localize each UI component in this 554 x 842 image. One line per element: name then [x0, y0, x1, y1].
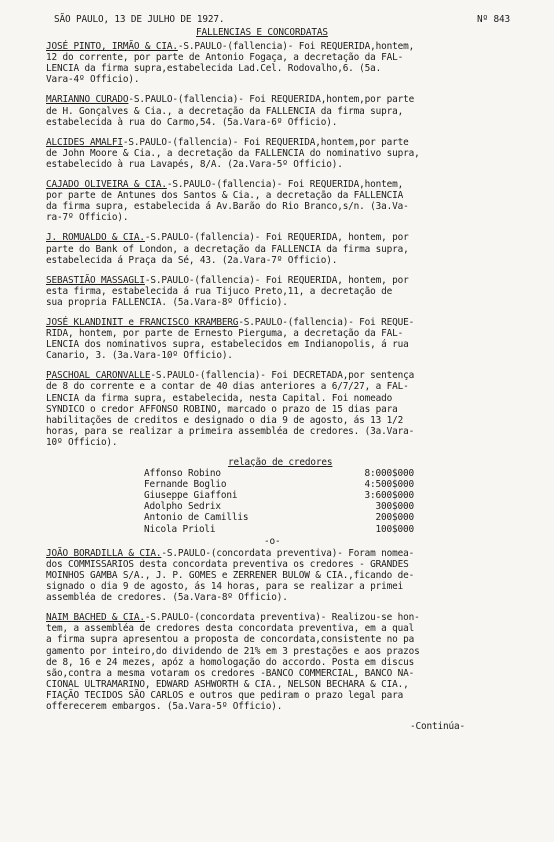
entry-line: [46, 232, 534, 243]
continua-note: -Continúa-: [410, 721, 465, 733]
entry-text: parte do Bank of London, a decretação da FALLENCIA da firma supra,: [46, 243, 409, 255]
entry-name: ALCIDES AMALFI: [46, 136, 123, 148]
entry-line: [46, 41, 534, 52]
entry-text: são,contra a mesma votaram os credores -BANCO COMMERCIAL, BANCO NA-: [46, 667, 415, 679]
entry-text: offerecerem embargos. (5a.Vara-5º Officio).: [46, 700, 283, 712]
entry-text: horas, para se realizar a primeira assembléa de credores. (3a.Vara-: [46, 425, 415, 437]
entry-line: [46, 94, 534, 105]
entry-line: [46, 646, 534, 657]
entry-line: [46, 212, 534, 223]
entry: [46, 94, 534, 127]
entry-line: [46, 690, 534, 701]
entry-text: de H. Gonçalves & Cia., a decretação da FALLENCIA da firma supra,: [46, 105, 404, 117]
entry: [46, 612, 534, 712]
credor-row: [144, 490, 414, 501]
entry-line: [46, 559, 534, 570]
entry-line: [46, 415, 534, 426]
entry-text: por parte de Antunes dos Santos & Cia., a decretação da FALLENCIA: [46, 190, 404, 202]
entry-text: -S.PAULO-(fallencia)- Foi REQUERIDA,hontem,: [177, 41, 415, 53]
entry-text: FIAÇÃO TECIDOS SÃO CARLOS e outros que pediram o prazo legal para: [46, 689, 404, 701]
entries-list-continued: [46, 548, 534, 712]
entry: [46, 137, 534, 170]
entry-line: [46, 190, 534, 201]
entry-text: CIONAL ULTRAMARINO, EDWARD ASHWORTH & CIA., NELSON BECHARA & CIA.,: [46, 678, 409, 690]
entry-line: [46, 592, 534, 603]
entry: [46, 232, 534, 265]
entry-text: de 8 do corrente e a contar de 40 dias anteriores a 6/7/27, a FAL-: [46, 381, 409, 393]
credor-amount: 4:500$000: [364, 479, 414, 491]
document-number: Nº 843: [477, 14, 510, 25]
entry-line: [46, 668, 534, 679]
entry-line: [46, 137, 534, 148]
entry-line: [46, 581, 534, 592]
entry-name: NAIM BACHED & CIA.: [46, 612, 145, 624]
entry-line: [46, 612, 534, 623]
entry-name: MARIANNO CURADO: [46, 94, 129, 106]
entry-line: [46, 317, 534, 328]
entry-text: esta firma, estabelecida á rua Tijuco Preto,11, a decretação de: [46, 285, 393, 297]
entry-line: [46, 350, 534, 361]
entry-line: [46, 328, 534, 339]
entry-text: a firma supra apresentou a proposta de concordata,consistente no pa: [46, 634, 415, 646]
entry-text: dos COMMISSARIOS desta concordata preventiva os credores - GRANDES: [46, 558, 409, 570]
entry-line: [46, 201, 534, 212]
entry-text: 12 do corrente, por parte de Antonio Fogaça, a decretação da FAL-: [46, 52, 404, 64]
entry-line: [46, 179, 534, 190]
entry-text: de John Moore & Cia., a decretação da FALLENCIA do nominativo supra,: [46, 147, 420, 159]
entry-line: [46, 393, 534, 404]
entry-text: Canario, 3. (3a.Vara-10º Officio).: [46, 350, 233, 362]
entry: [46, 370, 534, 448]
credor-amount: 100$000: [375, 523, 414, 535]
entry: [46, 317, 534, 361]
credor-name: Adolpho Sedrix: [144, 501, 221, 513]
entry: [46, 41, 534, 85]
credor-amount: 3:600$000: [364, 490, 414, 502]
entry-text: LENCIA dos nominativos supra, estabelecidos em Indianopolis, á rua: [46, 339, 409, 351]
entry-text: MOINHOS GAMBA S/A., J. P. GOMES e ZERRENER BULOW & CIA.,ficando de-: [46, 569, 415, 581]
section-title: FALLENCIAS E CONCORDATAS: [196, 27, 328, 38]
entry-line: [46, 63, 534, 74]
entry-line: [46, 657, 534, 668]
entry-text: signado o dia 9 de agosto, ás 14 horas, para se realizar a primei: [46, 581, 404, 593]
entry-line: [46, 117, 534, 128]
entry-line: [46, 339, 534, 350]
entry-text: assembléa de credores. (5a.Vara-8º Officio).: [46, 592, 288, 604]
entry-text: -S.PAULO-(fallencia)- Foi DECRETADA,por sentença: [150, 370, 415, 382]
entry-text: tem, a assembléa de credores desta concordata preventiva, em a qual: [46, 623, 415, 635]
entry-text: -S.PAULO-(concordata preventiva)- Foram nomea-: [161, 547, 415, 559]
entry: [46, 548, 534, 603]
credores-table-title: relação de credores: [228, 457, 333, 468]
entry-line: [46, 297, 534, 308]
entry-line: [46, 404, 534, 415]
entry-text: 10º Officio).: [46, 436, 118, 448]
entry-text: -S.PAULO-(concordata preventiva)- Realizou-se hon-: [144, 612, 420, 624]
entry-line: [46, 381, 534, 392]
entry-line: [46, 275, 534, 286]
entry-text: estabelecida à rua do Carmo,54. (5a.Vara-6º Officio).: [46, 116, 338, 128]
entry-text: estabelecida á Praça da Sé, 43. (2a.Vara-7º Officio).: [46, 254, 338, 266]
entry-line: [46, 74, 534, 85]
entry: [46, 179, 534, 223]
credor-amount: 300$000: [375, 501, 414, 513]
entry-text: RIDA, hontem, por parte de Ernesto Pierguma, a decretação da FAL-: [46, 328, 404, 340]
credor-row: [144, 479, 414, 490]
entry-line: [46, 570, 534, 581]
separator: -o-: [264, 535, 281, 547]
entry-line: [46, 255, 534, 266]
entry-name: J. ROMUALDO & CIA.: [46, 232, 145, 244]
entry-text: de 8, 16 e 24 mezes, apóz a homologação do accordo. Posta em discus: [46, 656, 415, 668]
entry-line: [46, 244, 534, 255]
entries-list: [46, 41, 534, 448]
credor-row: [144, 501, 414, 512]
credor-row: [144, 468, 414, 479]
credor-name: Giuseppe Giaffoni: [144, 490, 238, 502]
credor-name: Nicola Prioli: [144, 523, 216, 535]
entry-line: [46, 634, 534, 645]
entry-text: -S.PAULO-(fallencia)- Foi REQUERIDA, hontem, por: [144, 274, 409, 286]
entry-line: [46, 623, 534, 634]
entry-line: [46, 679, 534, 690]
entry-text: Vara-4º Officio).: [46, 74, 140, 86]
credor-amount: 8:000$000: [364, 468, 414, 480]
entry-line: [46, 159, 534, 170]
entry-line: [46, 148, 534, 159]
credor-amount: 200$000: [375, 512, 414, 524]
entry-name: JOSÉ PINTO, IRMÃO & CIA.: [46, 41, 178, 53]
credor-name: Fernande Boglio: [144, 479, 227, 491]
entry-text: da firma supra, estabelecida á Av.Barão do Rio Branco,s/n. (3a.Va-: [46, 201, 409, 213]
credor-row: [144, 512, 414, 523]
entry-line: [46, 286, 534, 297]
document-header: [46, 14, 534, 26]
entry-text: LENCIA da firma supra,estabelecida Lad.Cel. Rodovalho,6. (5a.: [46, 63, 382, 75]
entry-name: CAJADO OLIVEIRA & CIA.: [46, 179, 167, 191]
entry-name: JOSÉ KLANDINIT e FRANCISCO KRAMBERG: [46, 316, 239, 328]
dateline: SÃO PAULO, 13 DE JULHO DE 1927.: [54, 14, 225, 25]
entry-name: SEBASTIÃO MASSAGLI: [46, 274, 145, 286]
entry-text: habilitações de creditos e designado o dia 9 de agosto, ás 13 1/2: [46, 414, 404, 426]
entry-line: [46, 370, 534, 381]
entry-text: -S.PAULO-(fallencia)- Foi REQUERIDA,hontem,por parte: [128, 94, 415, 106]
entry: [46, 275, 534, 308]
entry-line: [46, 701, 534, 712]
entry-text: ra-7º Officio).: [46, 212, 129, 224]
entry-line: [46, 437, 534, 448]
credor-row: [144, 524, 414, 535]
entry-text: -S.PAULO-(fallencia)- Foi REQUERIDA,hontem,: [166, 179, 404, 191]
credor-name: Affonso Robino: [144, 468, 221, 480]
entry-name: PASCHOAL CARONVALLE: [46, 370, 151, 382]
entry-text: SYNDICO o credor AFFONSO ROBINO, marcado o prazo de 15 dias para: [46, 403, 398, 415]
entry-text: gamento por inteiro,do dividendo de 21% em 3 prestações e aos prazos: [46, 645, 420, 657]
entry-text: sua propria FALLENCIA. (5a.Vara-8º Officio).: [46, 296, 288, 308]
entry-line: [46, 106, 534, 117]
entry-line: [46, 426, 534, 437]
entry-name: JOÃO BORADILLA & CIA.: [46, 547, 162, 559]
entry-line: [46, 52, 534, 63]
entry-text: estabelecido à rua Lavapés, 8/A. (2a.Vara-5º Officio).: [46, 158, 343, 170]
entry-text: -S.PAULO-(fallencia)- Foi REQUE-: [238, 316, 415, 328]
entry-text: LENCIA da firma supra, estabelecida, nesta Capital. Foi nomeado: [46, 392, 393, 404]
credores-table: [144, 468, 414, 535]
entry-line: [46, 548, 534, 559]
entry-text: -S.PAULO-(fallencia)- Foi REQUERIDA, hontem, por: [144, 232, 409, 244]
credor-name: Antonio de Camillis: [144, 512, 249, 524]
entry-text: -S.PAULO-(fallencia)- Foi REQUERIDA,hontem,por parte: [122, 136, 409, 148]
